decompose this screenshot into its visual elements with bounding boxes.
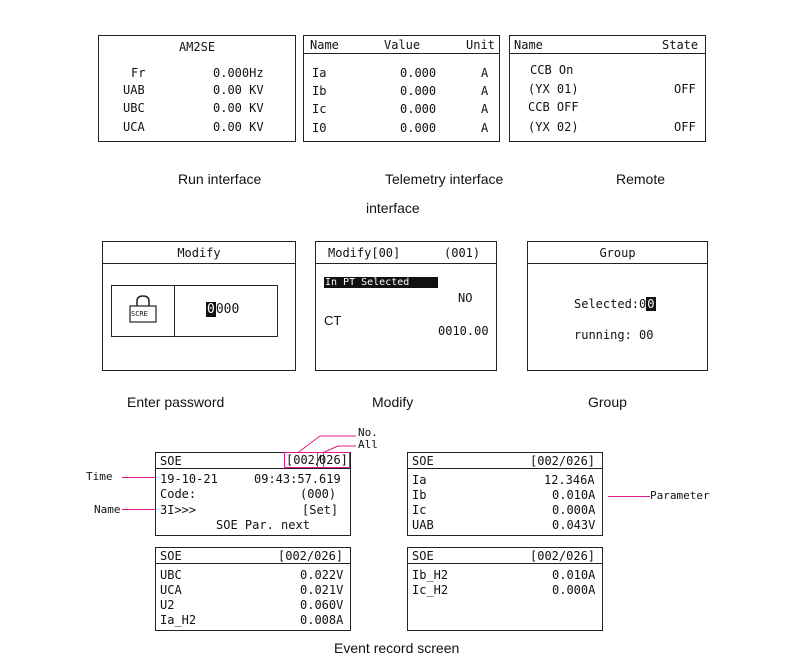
soe4-row-value: 0.010A [552,568,596,582]
run-title: AM2SE [178,40,216,54]
telemetry-row-unit: A [481,66,489,80]
soe2-row-name: Ic [412,503,427,517]
group-selected-first: 0 [639,297,647,311]
group-running [574,328,653,342]
telemetry-row-value: 0.000 [400,84,437,98]
telemetry-row-unit: A [481,121,489,135]
modify-title: Modify[00] [328,246,401,260]
no-label: No. [358,426,378,439]
parameter-leader-line [608,496,650,497]
soe3-row-name: UCA [160,583,182,597]
password-input[interactable] [206,302,239,317]
remote-header-name: Name [514,38,543,52]
remote-caption: Remote [616,171,666,187]
soe3-row-value: 0.008A [300,613,344,627]
telemetry-interface-screen [303,35,500,142]
telemetry-header-name: Name [310,38,339,52]
group-caption: Group [588,394,627,410]
soe3-row-value: 0.021V [300,583,344,597]
soe-caption: Event record screen [334,640,460,656]
run-row-name: UBC [123,101,145,115]
run-row-name: UCA [123,120,145,134]
soe1-time: 09:43:57.619 [254,472,341,486]
group-selected-cursor: 0 [647,297,655,311]
remote-row-name: (YX 01) [528,82,579,96]
soe4-row-name: Ic_H2 [412,583,449,597]
modify-screen [315,241,497,371]
soe2-row-value: 0.010A [552,488,596,502]
telemetry-row-value: 0.000 [400,102,437,116]
soe1-no: [002/ [286,453,323,467]
password-caption: Enter password [127,394,225,410]
remote-row-name: CCB OFF [528,100,579,114]
name-label: Name [94,503,121,516]
telemetry-caption-2: interface [366,200,420,216]
soe4-title: SOE [412,549,434,563]
password-title: Modify [177,246,221,260]
soe1-name: 3I>>> [160,503,197,517]
telemetry-header-value: Value [384,38,421,52]
telemetry-row-name: I0 [312,121,327,135]
group-running-label: running: [574,328,632,342]
remote-row-state: OFF [674,82,696,96]
soe2-counter: [002/026] [530,454,596,468]
all-label: All [358,438,378,451]
soe3-counter: [002/026] [278,549,344,563]
soe2-row-value: 0.043V [552,518,596,532]
run-row-value: 0.000Hz [213,66,264,80]
telemetry-row-name: Ib [312,84,327,98]
group-screen [527,241,708,371]
group-selected[interactable] [574,297,656,311]
telemetry-row-name: Ic [312,102,327,116]
soe-screen-2 [407,452,603,536]
soe2-row-name: Ia [412,473,427,487]
password-divider [174,286,175,336]
soe1-date: 19-10-21 [160,472,218,486]
soe1-code-label: Code: [160,487,197,501]
modify-caption: Modify [372,394,414,410]
remote-header-state: State [662,38,699,52]
group-title: Group [599,246,636,260]
modify-selected-item[interactable]: In PT Selected [324,277,438,288]
telemetry-row-value: 0.000 [400,66,437,80]
telemetry-row-name: Ia [312,66,327,80]
soe3-row-name: UBC [160,568,182,582]
soe4-row-value: 0.000A [552,583,596,597]
soe4-counter: [002/026] [530,549,596,563]
soe-screen-1 [155,452,351,536]
modify-selected-value: NO [458,291,473,305]
run-row-name: UAB [123,83,145,97]
soe2-row-value: 12.346A [544,473,595,487]
run-row-name: Fr [131,66,146,80]
password-screen [102,241,296,371]
soe3-title: SOE [160,549,182,563]
run-caption: Run interface [178,171,262,187]
soe3-row-name: Ia_H2 [160,613,197,627]
telemetry-row-value: 0.000 [400,121,437,135]
time-label: Time [86,470,113,483]
remote-row-name: CCB On [530,63,574,77]
soe2-row-value: 0.000A [552,503,596,517]
soe1-set[interactable]: [Set] [302,503,339,517]
soe1-title: SOE [160,454,182,468]
soe1-code-value: (000) [300,487,337,501]
group-selected-label: Selected: [574,297,640,311]
soe2-title: SOE [412,454,434,468]
modify-index: (001) [444,246,481,260]
parameter-label: Parameter [650,489,710,502]
soe3-row-value: 0.022V [300,568,344,582]
telemetry-caption: Telemetry interface [385,171,504,187]
lock-icon-label: SCRE [131,310,148,318]
run-interface-screen [98,35,296,142]
telemetry-row-unit: A [481,84,489,98]
soe4-row-name: Ib_H2 [412,568,449,582]
run-row-value: 0.00 KV [213,120,264,134]
soe-screen-3 [155,547,351,631]
password-cursor-digit: 0 [207,302,215,317]
remote-row-state: OFF [674,120,696,134]
run-row-value: 0.00 KV [213,101,264,115]
group-running-value: 00 [639,328,654,342]
soe1-all: 026] [319,453,348,467]
soe2-row-name: Ib [412,488,427,502]
soe3-row-name: U2 [160,598,175,612]
soe-screen-4 [407,547,603,631]
soe2-row-name: UAB [412,518,434,532]
remote-interface-screen [509,35,706,142]
soe3-row-value: 0.060V [300,598,344,612]
lock-icon [128,294,158,326]
run-row-value: 0.00 KV [213,83,264,97]
soe1-all-box [317,452,350,468]
password-rest-digits: 000 [215,302,240,317]
telemetry-header-unit: Unit [466,38,495,52]
soe1-footer[interactable]: SOE Par. next [216,518,310,532]
password-box [111,285,278,337]
remote-row-name: (YX 02) [528,120,579,134]
modify-item-2-value: 0010.00 [438,324,489,338]
modify-item-2[interactable]: CT [324,313,342,328]
telemetry-row-unit: A [481,102,489,116]
